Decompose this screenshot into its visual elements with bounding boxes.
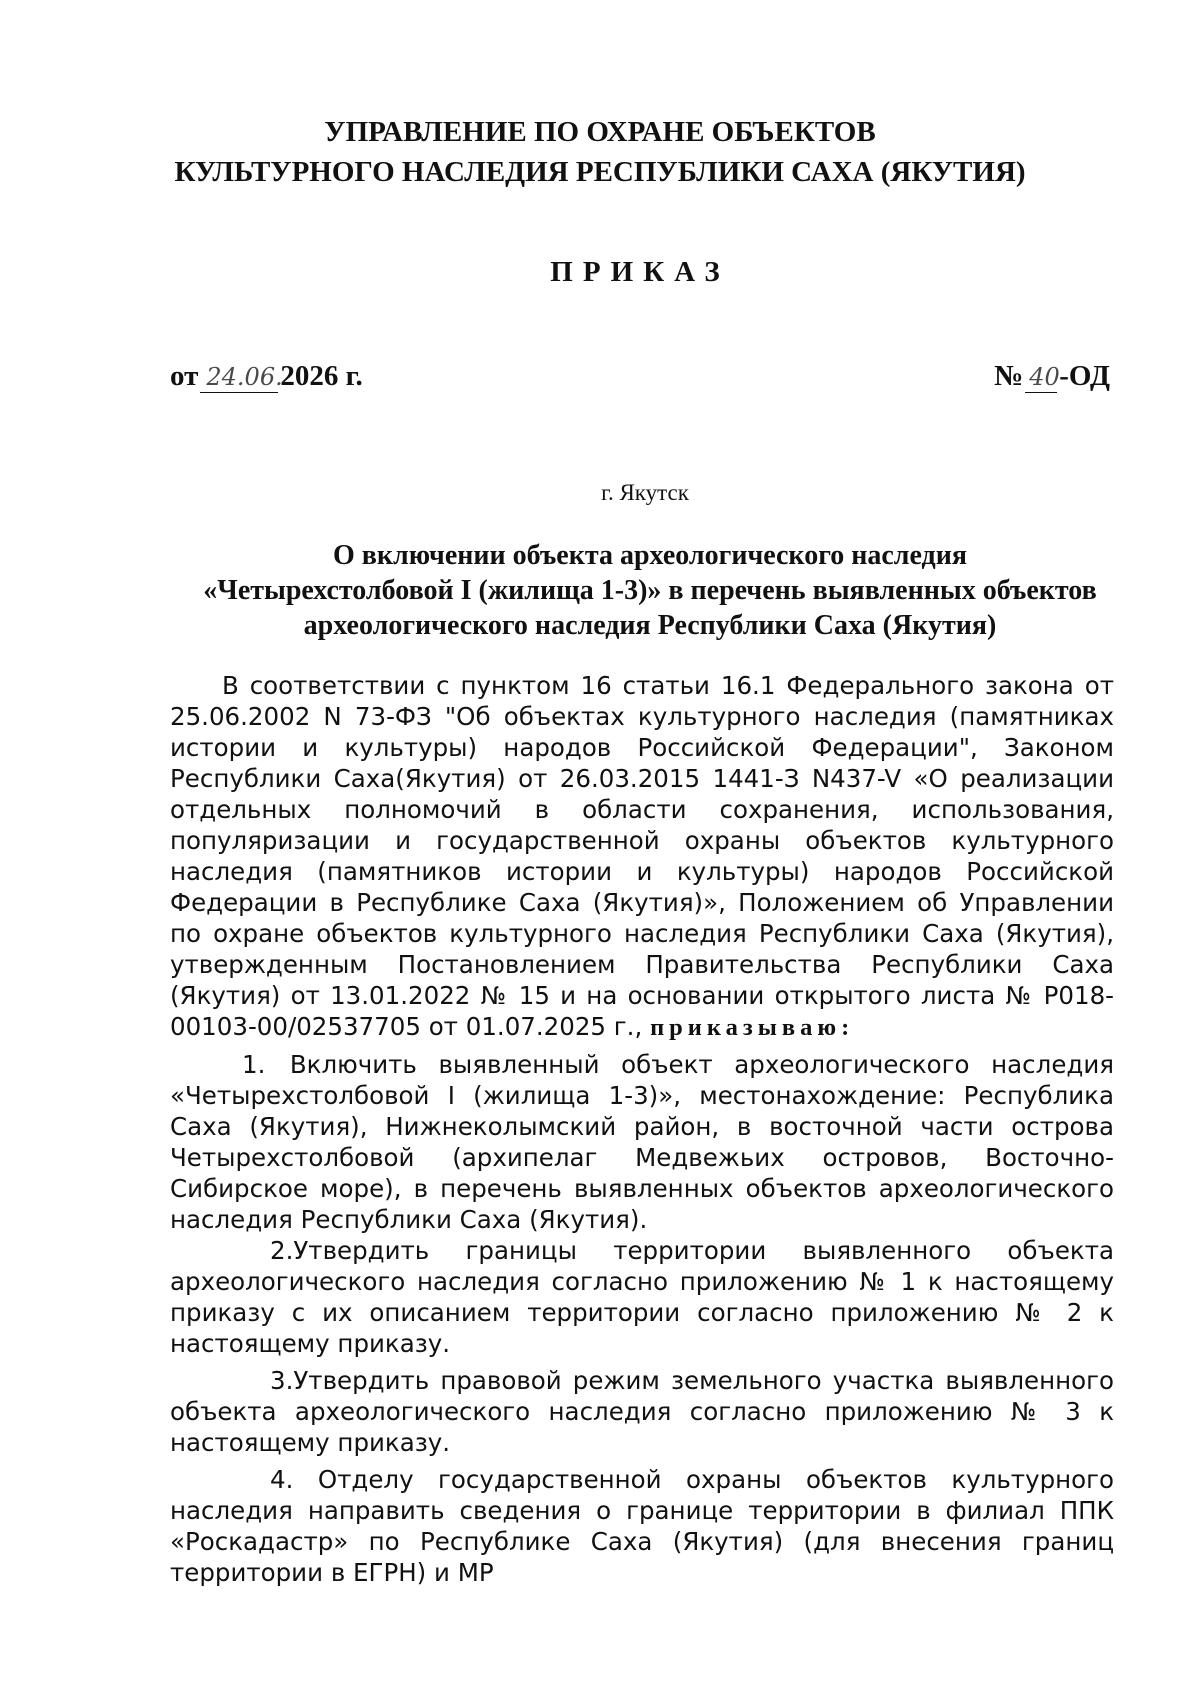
organization-name: [150, 112, 1050, 192]
document-type: ПРИКАЗ: [550, 256, 730, 288]
handwritten-date: 24.06.: [200, 364, 278, 393]
city: г. Якутск: [601, 480, 689, 505]
handwritten-number: 40: [1025, 364, 1057, 393]
date-year: 2026 г.: [280, 360, 363, 392]
date-prefix: от: [170, 360, 199, 392]
order-date: [170, 360, 363, 393]
number-suffix: -ОД: [1059, 360, 1110, 392]
enacting-word: приказываю:: [650, 1014, 855, 1041]
order-subject: [180, 538, 1120, 643]
subject-line-2: «Четырехстолбовой I (жилища 1-3)» в перечень выявленных объектов: [203, 575, 1097, 606]
subject-line-3: археологического наследия Республики Саха (Якутия): [303, 610, 997, 641]
organization-line-1: УПРАВЛЕНИЕ ПО ОХРАНЕ ОБЪЕКТОВ: [324, 116, 876, 148]
item-4: 4. Отделу государственной охраны объектов культурного наследия направить сведения о границе территории в филиал ППК «Роскадастр» по Республике Саха (Якутия) (для внесения границ территории в ЕГРН) и МР: [170, 1465, 1114, 1587]
number-prefix: №: [994, 360, 1024, 392]
organization-line-2: КУЛЬТУРНОГО НАСЛЕДИЯ РЕСПУБЛИКИ САХА (ЯКУТИЯ): [174, 156, 1026, 188]
order-number: [994, 360, 1110, 393]
preamble-text: В соответствии с пунктом 16 статьи 16.1 Федерального закона от 25.06.2002 N 73-ФЗ "Об объектах культурного наследия (памятниках истории и культуры) народов Российской Федерации", Законом Республики Саха(Якутия) от 26.03.2015 1441-З N437-V «О реализации отдельных полномочий в области сохранения, использования, популяризации и государственной охраны объектов культурного наследия (памятников истории и культуры) народов Российской Федерации в Республике Саха (Якутия)», Положением об Управлении по охране объектов культурного наследия Республики Саха (Якутия), утвержденным Постановлением Правительства Республики Саха (Якутия) от 13.01.2022 № 15 и на основании открытого листа № Р018-00103-00/02537705 от 01.07.2025 г.,: [170, 671, 1114, 1041]
item-3: 3.Утвердить правовой режим земельного участка выявленного объекта археологического наследия согласно приложению № 3 к настоящему приказу.: [170, 1366, 1114, 1457]
preamble-paragraph: [170, 670, 1114, 1043]
item-2: 2.Утвердить границы территории выявленного объекта археологического наследия согласно приложению № 1 к настоящему приказу с их описанием территории согласно приложению № 2 к настоящему приказу.: [170, 1236, 1114, 1358]
subject-line-1: О включении объекта археологического наследия: [332, 540, 967, 571]
item-1: 1. Включить выявленный объект археологического наследия «Четырехстолбовой I (жилища 1-3)», местонахождение: Республика Саха (Якутия), Нижнеколымский район, в восточной части острова Четырехстолбовой (архипелаг Медвежьих островов, Восточно-Сибирское море), в перечень выявленных объектов археологического наследия Республики Саха (Якутия).: [170, 1050, 1114, 1234]
order-body: [170, 670, 1114, 1588]
